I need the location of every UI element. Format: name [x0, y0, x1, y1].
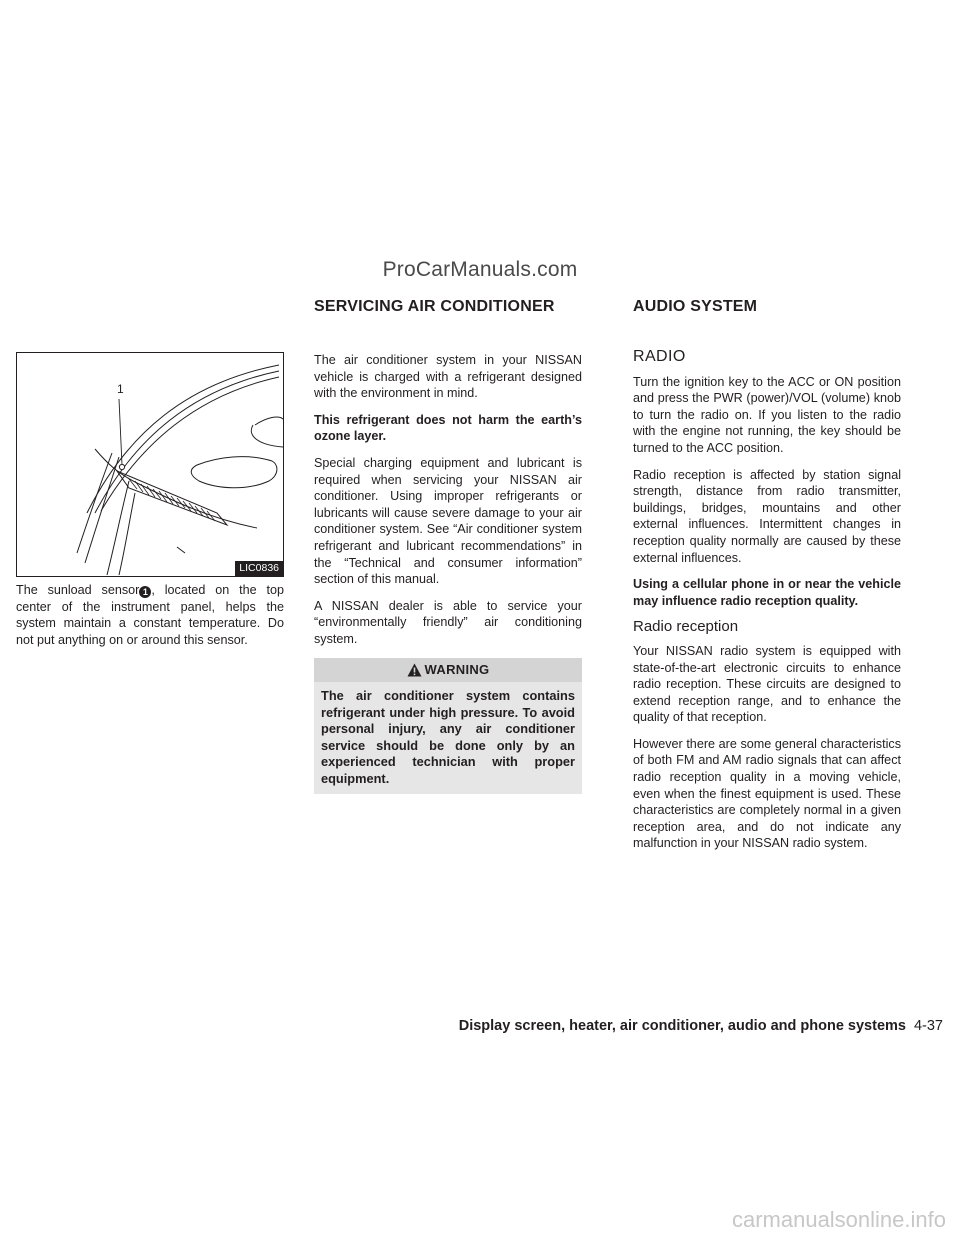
- dashboard-illustration: [17, 353, 283, 576]
- warning-text: The air conditioner system contains refrigerant under high pressure. To avoid personal injury, any air conditioner service should be done only by an experienced technician with proper equipment.: [321, 688, 575, 787]
- caption-text-end: , located on the top center of the instrument panel, helps the system maintain a constant temperature. Do not put anything on or around this sensor.: [16, 583, 284, 647]
- radio-reception-heading: Radio reception: [633, 618, 739, 636]
- heading-servicing-air-conditioner: SERVICING AIR CONDITIONER: [314, 298, 555, 315]
- servicing-paragraph-3: Special charging equipment and lubricant is required when servicing your NISSAN air conditioner. Using improper refrigerants or lubricants will cause severe damage to your air conditioner system. See “Air conditioner system refrigerant and lubricant recommendations” in the “Technical and consumer information” section of this manual.: [314, 455, 582, 587]
- warning-title: WARNING: [424, 661, 490, 677]
- sunload-sensor-caption: [16, 582, 284, 648]
- servicing-column: [314, 352, 582, 794]
- servicing-paragraph-2: This refrigerant does not harm the earth’s ozone layer.: [314, 412, 582, 444]
- audio-column: [633, 348, 901, 862]
- figure-label: LIC0836: [235, 561, 283, 576]
- watermark-bottom: carmanualsonline.info: [731, 1207, 946, 1232]
- servicing-paragraph-1: The air conditioner system in your NISSAN vehicle is charged with a refrigerant designed with the environment in mind.: [314, 353, 582, 401]
- warning-triangle-icon: [407, 663, 422, 677]
- radio-paragraph-3: Using a cellular phone in or near the vehicle may influence radio reception quality.: [633, 577, 901, 608]
- reception-paragraph-2: However there are some general characteristics of both FM and AM radio signals that can affect radio reception quality in a moving vehicle, even when the finest equipment is used. These characteristics are completely normal in a given reception area, and do not indicate any malfunction in your NISSAN radio system.: [633, 736, 901, 851]
- radio-paragraph-2: Radio reception is affected by station signal strength, distance from radio transmitter, buildings, bridges, mountains and other external influences. Intermittent changes in reception quality normally are caused by these external influences.: [633, 467, 901, 565]
- page-footer: [459, 1018, 943, 1034]
- footer-section-title: Display screen, heater, air conditioner, audio and phone systems: [458, 1018, 906, 1034]
- circled-number-1-icon: 1: [139, 586, 151, 598]
- servicing-paragraph-4: A NISSAN dealer is able to service your “environmentally friendly” air conditioning system.: [314, 598, 582, 646]
- warning-box: [314, 658, 582, 794]
- figure-callout-1: 1: [117, 382, 124, 396]
- page-number: 4-37: [913, 1018, 943, 1034]
- watermark-top: ProCarManuals.com: [382, 258, 578, 281]
- caption-text-start: The sunload sensor: [16, 583, 140, 597]
- warning-header: [314, 658, 582, 683]
- radio-paragraph-1: Turn the ignition key to the ACC or ON position and press the PWR (power)/VOL (volume) knob to turn the radio on. If you listen to the radio with the engine not running, the key should be turned to the ACC position.: [633, 374, 901, 455]
- radio-heading: RADIO: [633, 348, 686, 365]
- reception-paragraph-1: Your NISSAN radio system is equipped with state-of-the-art electronic circuits to enhance radio reception. These circuits are designed to extend reception range, and to enhance the quality of that reception.: [633, 643, 901, 725]
- heading-audio-system: AUDIO SYSTEM: [633, 298, 758, 315]
- sunload-sensor-figure: [16, 352, 284, 577]
